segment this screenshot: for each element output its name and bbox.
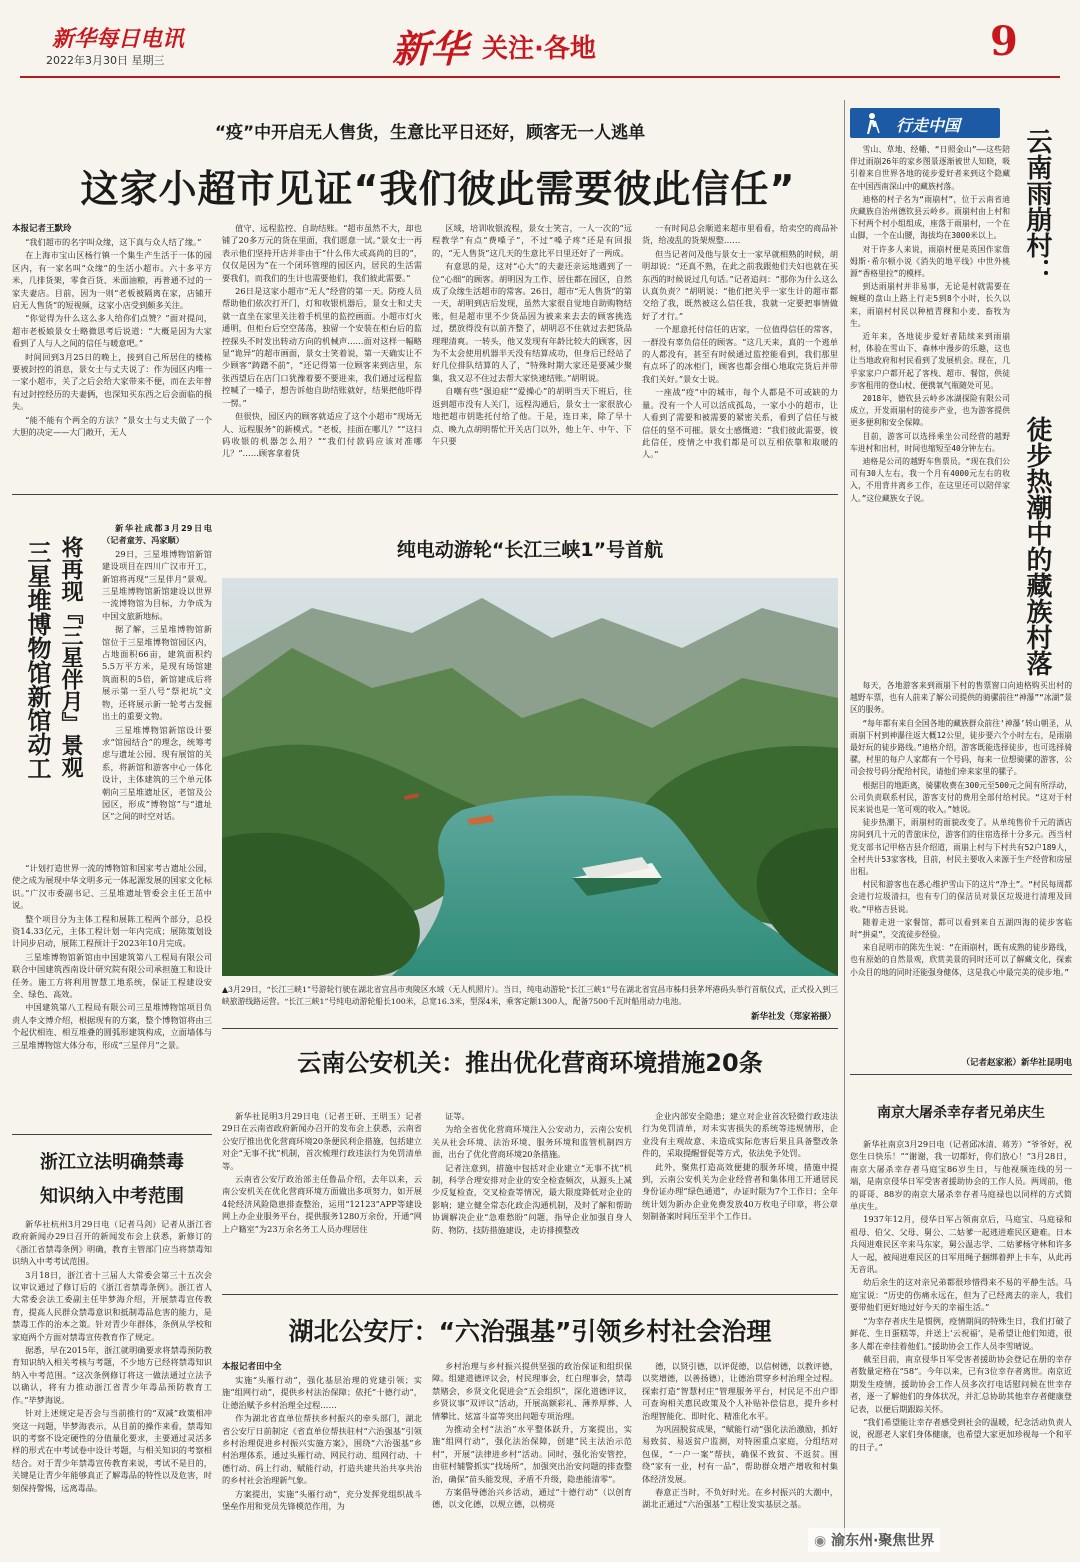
hubei-column-1 xyxy=(222,1374,422,1552)
travel-paragraph: 2018年，德钦县云岭乡冰湖探险有限公司成立，开发雨崩村的徒步产业，也为游客提供更多便利和安全保障。 xyxy=(850,394,1010,428)
travel-paragraph: 村民和游客也在悉心维护雪山下的这片“净土”。“村民每周都会进行垃圾清扫，也有专门的保洁员对景区垃圾进行清理及回收。”甲格吉县说。 xyxy=(850,880,1072,914)
travel-paragraph: 雪山、草地、经幡、“日照金山”——这些陪伴过雨崩26年的家乡图景逐渐被世人知晓，吸引着来自世界各地的徒步爱好者来到这个隐藏在中国西南深山中的藏族村落。 xyxy=(850,145,1010,191)
yunnan-police-paragraph: 企业内部安全隐患；建立对企业首次轻微行政违法行为免罚清单，对未实害损失的系统等违规情形，企业没有主观故意、未造成实际危害后果且具备整改条件的，采取提醒督促等方式，依法免予处罚。 xyxy=(642,1111,838,1159)
cruise-credit: 新华社发（郑家裕摄） xyxy=(750,1012,836,1022)
nanjing-paragraph: “为幸存者庆生是惯例，疫情期间的特殊生日，我们打破了鲜花、生日蛋糕等，并送上‘云祝福’，是希望让他们知道，很多人都在牵挂着他们。”援助协会工作人员李雪晴说。 xyxy=(850,1315,1072,1351)
hubei-paragraph: 春意正当时，不负好时光。在乡村振兴的大潮中，湖北正通过“六治强基”工程让发实基层之基。 xyxy=(642,1487,838,1510)
masthead xyxy=(0,0,1080,80)
nanjing-paragraph: 截至目前，南京侵华日军受害者援助协会登记在册的幸存者数量定格在“58”。今年以来，已有3位幸存者离世。南京近期发生疫情，援助协会工作人员多次打电话慰问候在世幸存者，逐一了解他们的身体状况，并汇总协助其他幸存者健康登记表，以便后期跟踪关怀。 xyxy=(850,1353,1072,1414)
page-number: 9 xyxy=(990,18,1018,65)
sanxingdui-body-bottom xyxy=(12,862,212,1130)
lead-paragraph: 一有时间总会顺道来超市里看看，给卖空的商品补货，给凌乱的货架规整…… xyxy=(642,223,838,246)
travel-paragraph: 徒步热潮下，雨崩村的面貌改变了。从单纯售价千元的酒店房间到几十元的青旅床位，游客们的住宿选择十分多元。西当村党支部书记甲格吉县介绍道，雨崩上村与下村共有52户189人，全村共计53家客栈，目前，村民主要收入来源于生产经营和房屋出租。 xyxy=(850,818,1072,877)
lead-divider xyxy=(12,494,838,495)
yunnan-police-column-2 xyxy=(432,1110,632,1290)
travel-paragraph: 目前，游客可以选择乘坐公司经营的越野车进村和出村，时间也缩短至40分钟左右。 xyxy=(850,431,1010,453)
lead-paragraph: 26日是这家小超市“无人”经营的第一天。防疫人员帮助他们依次打开门，灯和收银机器后，景女士和丈夫就一直坐在家里关注着手机里的监控画面。小超市灯火通明，但柜台后空空荡荡，独留一个安装在柜台后的监控探头不时发出转动方向的机械声……面对这样一幅略显“诡异”的超市画面，景女士笑着说，第一天确实让不少顾客“踌躇不前”，“还记得第一位顾客来到店里，东张西望后在店门口犹豫着要不要进来，我们通过远程监控喊了一嗓子，想告诉他自助结账就好，结果把他吓得一愣。” xyxy=(222,286,422,408)
zhejiang-paragraph: 3月18日，浙江省十三届人大常委会第三十五次会议审议通过了修订后的《浙江省禁毒条例》。浙江省人大常委会法工委副主任毕梦海介绍，开展禁毒宣传教育，提高人民群众禁毒意识和抵制毒品危害的能力，是禁毒工作的治本之策。针对青少年群体，条例从学校和家庭两个方面对禁毒宣传教育作了规定。 xyxy=(12,1269,212,1342)
zhejiang-headline-2: 知识纳入中考范围 xyxy=(40,1186,184,1207)
lead-paragraph: 区域，培训收银流程，景女士笑言，一人一次的“远程教学”有点“费嗓子”，不过“嗓子疼”还是有回报的，“无人售货”这几天的生意比平日里还好了一两成。 xyxy=(432,223,632,258)
travel-body-top xyxy=(850,144,1010,676)
travel-paragraph: 迪格的村子名为“雨崩村”，位于云南省迪庆藏族自治州德钦县云岭乡。雨崩村由上村和下村两个村小组组成，座落于雨崩村，一个在山脚，一个在山腰，海拔均在3000米以上。 xyxy=(850,194,1010,241)
zhejiang-headline-1: 浙江立法明确禁毒 xyxy=(40,1152,184,1173)
sanxingdui-paragraph: 整个项目分为主体工程和展陈工程两个部分，总投资14.33亿元，主体工程计划一年内完成；展陈策划设计同步启动，展陈工程预计于2023年10月完成。 xyxy=(12,913,212,949)
lead-paragraph: 值守、远程监控、自助结账。“超市虽然不大，却也铺了20多万元的货在里面，我们愿意一试。”景女士一再表示他们坚持开店并非由于“什么伟大或高尚的目的”，仅仅是因为“在一个闭环管理的园区内，居民的生活需要我们，而我们的生计也需要他们，我们彼此需要。” xyxy=(222,223,422,283)
hiker-icon xyxy=(860,111,884,135)
lead-paragraph: 一个愿意托付信任的店家，一位值得信任的常客，一群没有辜负信任的顾客。“这几天来，真的一个逃单的人都没有，甚至有时候通过监控能看到，我们那里有点坏了的冰柜门，顾客也都会细心地取完货后并带我们关好。”景女士说。 xyxy=(642,324,838,384)
travel-paragraph: 每天，各地游客来到雨崩下村的售票窗口向迪格购买出村的越野车票，也有人前来了解公司提供的骑骡前往“神瀑”“冰湖”景区的服务。 xyxy=(850,681,1072,715)
cruise-title: 纯电动游轮“长江三峡1”号首航 xyxy=(396,539,664,561)
travel-paragraph: 迪格是公司的越野车售票员。“现在我们公司有30人左右，我一个月有4000元左右的收入，不用背井离乡工作，在这里还可以陪伴家人。”这位藏族女子说。 xyxy=(850,457,1010,503)
travel-divider xyxy=(850,1074,1072,1075)
lead-column-3 xyxy=(432,222,632,488)
cruise-caption-text: ▲3月29日，“长江三峡1”号游轮行驶在湖北省宜昌市夷陵区水域（无人机照片）。当日，纯电动游轮“长江三峡1”号在湖北省宜昌市秭归县茅坪港码头举行首航仪式，正式投入到三峡旅游线路运营。“长江三峡1”号纯电动游轮船长100米，总宽16.3米，型深4米，乘客定额1300人，配备7500千瓦时船用动力电池。 xyxy=(222,985,838,1006)
travel-paragraph: 近年来，各地徒步爱好者陆续来到雨崩村，体验在雪山下、森林中漫步的乐趣，这也让当地政府和村民看到了发展机会。现在，几乎家家户户都开起了客栈、超市、餐馆，供徒步客租用的登山杖、便携氧气瓶随处可见。 xyxy=(850,332,1010,390)
sanxingdui-paragraph: 三星堆博物馆新馆由中国建筑第八工程局有限公司联合中国建筑西南设计研究院有限公司承担施工和设计任务。施工方将利用智慧工地系统，保证工程建设安全、绿色、高效。 xyxy=(12,951,212,1000)
travel-paragraph: “每年都有来自全国各地的藏族群众前往‘神瀑’转山朝圣，从雨崩下村到神瀑往返大概12公里，徒步要六个小时左右，是雨崩最好玩的徒步路线。”迪格介绍，游客既能选择徒步，也可选择骑骡，村里的每户人家都有一个号码，每来一位想骑骡的游客，公司会按号码分配给村民，请他们牵来家里的骡子。 xyxy=(850,718,1072,777)
yunnan-police-headline: 云南公安机关：推出优化营商环境措施20条 xyxy=(297,1049,763,1077)
section-brand: 新华 xyxy=(392,26,469,71)
yunnan-police-paragraph: 此外，聚焦打造高效便捷的服务环境，措施中提到，云南公安机关为企业经营者和集体用工开通居民身份证办理“绿色通道”，办证时限为7个工作日；全年统计划为新办企业免费发放40万枚电子印章，将公章刻制备案时间压至半个工作日。 xyxy=(642,1161,838,1222)
section-title: 关注·各地 xyxy=(482,34,596,64)
lead-headline: 这家小超市见证“我们彼此需要彼此信任” xyxy=(80,167,796,211)
travel-body-bottom xyxy=(850,680,1072,1052)
sanxingdui-divider xyxy=(12,1134,212,1135)
lead-column-4 xyxy=(642,222,838,488)
lead-byline: 本报记者王默玲 xyxy=(12,224,72,234)
hubei-headline: 湖北公安厅：“六治强基”引领乡村社会治理 xyxy=(288,1317,772,1346)
lead-paragraph: 时间回到3月25日的晚上，接到自己所居住的楼栋要被封控的消息，景女士与丈夫说了：作为园区内唯一一家小超市，关了之后会给大家带来不便，而在去年曾有过封控经历的夫妻俩，也深知买东西之后会面临的损失。 xyxy=(12,351,212,412)
issue-date: 2022年3月30日 星期三 xyxy=(46,54,165,67)
yunnan-police-paragraph: 为给全省优化营商环境注入公安动力，云南公安机关从社会环境、法治环境、服务环境和监管机制四方面，出台了优化营商环境20条措施。 xyxy=(432,1124,632,1160)
nanjing-paragraph: “我们希望能让幸存者感受到社会的温暖，纪念活动负责人说，祝愿老人家们身体健康，也希望大家更加珍视每一个和平的日子。” xyxy=(850,1416,1072,1452)
lead-paragraph: “我们超市的名字叫众缘，这下真与众人结了缘。” xyxy=(25,237,202,247)
hubei-column-3 xyxy=(642,1360,838,1552)
hubei-paragraph: 为推动全村“法治”水平整体跃升，方案提出，实施“组网行动”，强化法治保障，创建“民主法治示范村”，开展“法律进乡村”活动。同时，强化治安管控，由驻村辅警抓实“找场所”，加强突出治安问题的排查整治，确保“苗头能发现，矛盾不升级，隐患能清零”。 xyxy=(432,1424,632,1484)
travel-headline-2: 徒步热潮中的藏族村落 xyxy=(1022,416,1052,676)
cruise-photo-image xyxy=(222,578,838,976)
paper-name: 新华每日电讯 xyxy=(52,26,185,52)
sanxingdui-paragraph: “计划打造世界一流的博物馆和国家考古遗址公园，使之成为展现中华文明多元一体起源发展的国家文化标识。”广汉市委副书记、三星堆遗址管委会主任王茁中说。 xyxy=(12,863,212,911)
yunnan-police-paragraph: 云南省公安厅政治部主任鲁品介绍，去年以来，云南公安机关在优化营商环境方面做出多项努力，如开展4轮经济风险隐患排查整治，运用“12123”APP等建设网上办企业服务平台，提供服务1280万余份，开通“网上户籍室”为23万余名务工人员办理居住 xyxy=(222,1174,422,1234)
nanjing-headline: 南京大屠杀幸存者兄弟庆生 xyxy=(877,1105,1045,1121)
hubei-paragraph: 方案提出，实施“头雁行动”，充分发挥党组织战斗堡垒作用和党员先锋模范作用，为 xyxy=(222,1488,422,1512)
travel-paragraph: 来自昆明市的陈先生说：“在雨崩村，既有成熟的徒步路线，也有原始的自然景观，欣赏美景的同时还可以了解藏文化，探索小众目的地的同时还能强身健体，这是我心中最完美的徒步地。” xyxy=(850,943,1072,977)
nanjing-body xyxy=(850,1138,1072,1552)
hubei-paragraph: 德，以贤引德，以评促德，以信树德，以教评德，以奖增德，以善扬德），让德治贯穿乡村治理全过程。探索打造“智慧村庄”管理服务平台，村民足不出户即可查询相关惠民政策及个人补贴补偿信息，提升乡村治理智能化、即时化、精准化水平。 xyxy=(642,1361,838,1421)
sanxingdui-paragraph: 据了解，三星堆博物馆新馆位于三星堆博物馆园区内，占地面积66亩，建筑面积约5.5万平方米，是现有场馆建筑面积的5倍，新馆建成后将展示第一至八号“祭祀坑”文物，还将展示新一轮考古发掘出土的重要文物。 xyxy=(102,624,212,722)
sanxingdui-headline-main: 三星堆博物馆新馆动工 xyxy=(23,540,51,780)
lead-paragraph: 但很快，园区内的顾客就适应了这个小超市“现场无人、远程服务”的新模式。“老板，挂面在哪儿？”“这扫码收银的机器怎么用？”“我们付款码应该对准哪儿？”……顾客拿着货 xyxy=(222,411,422,459)
lead-paragraph: 在上海市宝山区杨行镇一个集生产生活于一体的园区内，有一家名叫“众缘”的生活小超市。六十多平方米，几排货架，零食百货、米面油粮，再普通不过的一家夫妻店。目前，因为一则“老板被隔离在家，店铺开启无人售货”的短视频，这家小店受到颇多关注。 xyxy=(12,250,212,311)
yunnan-police-paragraph: 新华社昆明3月29日电（记者王研、王明玉）记者29日在云南省政府新闻办召开的发布会上获悉，云南省公安厅推出优化营商环境20条便民利企措施，包括建立对企“无事不扰”机制，首次梳理行政违法行为免罚清单等。 xyxy=(222,1111,422,1171)
hubei-paragraph: 实施“头雁行动”，强化基层治理的党建引领；实施“组网行动”，提供乡村法治保障；依托“十德行动”，让德治赋予乡村治理全过程…… xyxy=(222,1375,422,1410)
lead-paragraph: 有意思的是，这对“心大”的夫妻还亲运地遇到了一位“心细”的顾客。胡明因为工作、居住都在园区，自然成了众缘生活超市的常客。26日，超市“无人售货”的第一天，胡明到店后发现，虽然大家很自觉地自助购物结账，但是超市里不少货品因为被来来去去的顾客挑选过，摆放得没有以前齐整了，胡明忍不住就过去把货品理理清爽。一转头，他又发现有年龄比较大的顾客，因为不太会使用机器半天没有结算成功，但身后已经站了好几位排队结算的人了，“特殊时期大家还是要减少聚集，我又忍不住过去帮大家快速结账。”胡明说。 xyxy=(432,261,632,383)
lead-paragraph: “能不能有个两全的方法？”景女士与丈夫做了一个大胆的决定——大门敞开，无人 xyxy=(12,414,212,438)
yunnan-police-column-1 xyxy=(222,1110,422,1290)
yunnan-police-paragraph: 证等。 xyxy=(445,1111,470,1121)
nanjing-paragraph: 幼后余生的这对亲兄弟都很珍惜得来不易的平静生活。马庭宝说：“历史的伤痛永远在，但为了已经离去的亲人，我们要带他们更好地过好今天的幸福生活。” xyxy=(850,1277,1072,1313)
yunnan-police-paragraph: 记者注意到，措施中包括对企业建立“无事不扰”机制，科学合理安排对企业的安全检查频次，从源头上减少反复检查，交叉检查等情况，最大限度降低对企业的影响；建立健全常态化政企沟通机制，及时了解和帮助协调解决企业“急难愁盼”问题，指导企业加强自身人防、物防、技防措施建设，走访排摸整改 xyxy=(432,1162,632,1235)
hubei-paragraph: 作为湖北省直单位帮扶乡村振兴的牵头部门，湖北省公安厅日前制定《省直单位帮扶驻村“六治强基”引领乡村治理促进乡村振兴实施方案》，围绕“六治强基”乡村治理体系，通过头雁行动、网民行动、组网行动、十德行动、码上行动、赋能行动，打造共建共治共享共治的乡村社会治理新气象。 xyxy=(222,1413,422,1486)
nanjing-paragraph: 1937年12月，侵华日军占领南京后，马庭宝、马庭禄和祖母、伯父、父母、舅公、二姑爹一起逃进难民区避难。日本兵闯进难民区辛来马东家，舅公温志学、二姑爹杨守林和许多人一起，被闯进难民区的日军用绳子捆绑着押上卡车，从此再无音讯。 xyxy=(850,1214,1072,1275)
sanxingdui-paragraph: 三星堆博物馆新馆设计要求“馆园结合”的理念，统筹考虑与遗址公园、现有展馆的关系，将新馆和游客中心一体化设计，主体建筑的三个单元体朝向三星堆遗址区，老馆及公园区，形成“博物馆”与“遗址区”之间的时空对话。 xyxy=(102,724,212,822)
sanxingdui-body-side xyxy=(102,522,212,858)
travel-paragraph: 根据目的地距离，骑骡收费在300元至500元之间有所浮动，公司负责联系村民，游客支付的费用全部付给村民。“这对于村民来说也是一笔可观的收入。”她说。 xyxy=(850,780,1072,815)
cruise-photo xyxy=(222,578,838,976)
lead-paragraph: “你觉得为什么这么多人给你们点赞？”面对提问，超市老板娘景女士略微思考后说道：“大概是因为大家看到了人与人之间的信任与暖意吧。” xyxy=(12,313,212,349)
yunnan-police-divider xyxy=(222,1294,838,1295)
travel-paragraph: 到达雨崩村并非易事，无论是村就需要在蜿蜒的盘山上路上行走5到8个小时，长久以来，雨崩村村民以种植青稞和小麦、畜牧为生。 xyxy=(850,282,1010,328)
lead-column-2 xyxy=(222,222,422,488)
zhejiang-paragraph: 新华社杭州3月29日电（记者马剑）记者从浙江省政府新闻办29日召开的新闻发布会上获悉，新修订的《浙江省禁毒条例》明确，教育主管部门应当将禁毒知识纳入中考考试范围。 xyxy=(12,1219,212,1267)
sanxingdui-headline-sub: 将再现『三星伴月』景观 xyxy=(58,536,83,778)
hubei-column-2 xyxy=(432,1360,632,1552)
right-column-divider xyxy=(844,100,845,1550)
travel-paragraph: 随着走进一家餐馆，都可以看到来自五湖四海的徒步客临时“拼桌”，交流徒步经验。 xyxy=(850,917,1072,940)
travel-credit: （记者赵家淞）新华社昆明电 xyxy=(961,1058,1072,1068)
lead-column-1 xyxy=(12,236,212,488)
travel-paragraph: 对于许多人来说，雨崩村便是英国作家詹姆斯·希尔顿小说《消失的地平线》中世外桃源“香格里拉”的模样。 xyxy=(850,244,1010,279)
lead-paragraph: 自嘲有些“强迫症”“爱操心”的胡明当天下班后，往返到超市没有人关门，远程沟通后，景女士一家很放心地把超市钥匙托付给了他。于是，连日来，除了早十点、晚九点胡明帮忙开关店门以外，他上午、中午、下午只要 xyxy=(432,386,632,446)
zhejiang-paragraph: 针对上述规定是否会与当前推行的“双减”政策相冲突这一问题，毕梦海表示，从目前的操作来看，禁毒知识的考察不设定硬性的分值量化要求，主要通过灵活多样的形式在中考试卷中设计考题，与相关知识的考察相结合。对于青少年禁毒宣传教育来说，考试不是目的，关键是让青少年能够真正了解毒品的特性以及危害，时刻保持警惕，远离毒品。 xyxy=(12,1408,212,1493)
sanxingdui-byline: 新华社成都3月29日电（记者童芳、冯家顺） xyxy=(102,523,212,546)
masthead-rule xyxy=(20,76,1060,78)
zhejiang-body xyxy=(12,1218,212,1552)
watermark-icon: ◉ xyxy=(814,1533,832,1549)
hubei-paragraph: 方案倡导德治兴乡活动，通过“十德行动”（以创育德，以文化德，以规立德，以榜亮 xyxy=(432,1487,632,1510)
travel-badge-text: 行走中国 xyxy=(896,116,961,135)
lead-kicker: “疫”中开启无人售货，生意比平日还好，顾客无一人逃单 xyxy=(214,123,646,143)
sanxingdui-paragraph: 中国建筑第八工程局有限公司三星堆博物馆项目负责人李文博介绍，根据现有的方案，整个博物馆将由三个起伏相连、相互堆叠的圆弧形建筑构成，立面墙体与三星堆博物馆大体分布，形成“三星伴月”之景。 xyxy=(12,1002,212,1050)
sanxingdui-paragraph: 29日，三星堆博物馆新馆建设项目在四川广汉市开工，新馆将再现“三星伴月”景观。三星堆博物馆新馆建设以世界一流博物馆为目标，力争成为中国文旅新地标。 xyxy=(102,548,212,621)
zhejiang-paragraph: 据悉，早在2015年，浙江就明确要求将禁毒预防教育知识纳入相关考核与考题，不少地方已经将禁毒知识纳入中考范围。“这次条例修订将这一做法通过立法予以确认，将有力推动浙江省青少年毒品预防教育工作。”毕梦海说。 xyxy=(12,1345,212,1405)
hubei-paragraph: 乡村治理与乡村振兴提供坚强的政治保证和组织保障。组建道德评议会，村民理事会，红白理事会，禁毒禁赌会，乡贤文化促进会“五会组织”，深化道德评议，乡贤议事“双评议”活动，开展高额彩礼、薄养厚葬、人情攀比、炫富斗富等突出问题专项治理。 xyxy=(432,1361,632,1421)
nanjing-paragraph: 新华社南京3月29日电（记者邱冰清、蒋芳）“爷爷好，祝您生日快乐！”“谢谢，我一切都好，你们放心！”3月28日，南京大屠杀幸存者马庭宝86岁生日，与他视频连线的另一端，是南京侵华日军受害者援助协会的工作人员。两周前，他的哥哥、88岁的南京大屠杀幸存者马庭禄也以同样的方式简单庆生。 xyxy=(850,1139,1072,1212)
lead-paragraph: 但当记者问及他与景女士一家早就相熟的时候，胡明却说：“还真不熟，在此之前我跟他们夫妇也就在买东西的时候说过几句话。”记者追问：“那你为什么这么认真负责？”胡明说：“他们把关乎一家生计的超市都交给了我，既然被这么信任我，我就一定要把事情做好了才行。” xyxy=(642,248,838,321)
watermark xyxy=(808,1528,940,1552)
travel-badge xyxy=(850,108,1000,138)
yunnan-police-column-3 xyxy=(642,1110,838,1290)
cruise-divider xyxy=(222,1028,838,1029)
hubei-paragraph: 为巩固脱贫成果，“赋能行动”强化法治激励，抓好易致贫、易返贫户监测，对特困重点家庭，分组结对包保，“一户一案”帮扶，确保不致贫、不返贫。围绕“家有一业，村有一品”，帮助群众增产增收和村集体经济发展。 xyxy=(642,1424,838,1484)
watermark-text: 渝东州·聚焦世界 xyxy=(831,1533,935,1549)
hubei-byline: 本报记者田中全 xyxy=(222,1362,282,1372)
lead-paragraph: 一座战“疫”中的城市，每个人都是不可或缺的力量。没有一个人可以活成孤岛，一家小小的超市，让人看到了需要和被需要的紧密关系，看到了信任与被信任的坚不可摧。景女士感慨道：“我们彼此需要，彼此信任，疫情之中我们都是可以互相依靠和取暖的人。” xyxy=(642,387,838,460)
travel-headline-1: 云南雨崩村： xyxy=(1022,128,1052,284)
